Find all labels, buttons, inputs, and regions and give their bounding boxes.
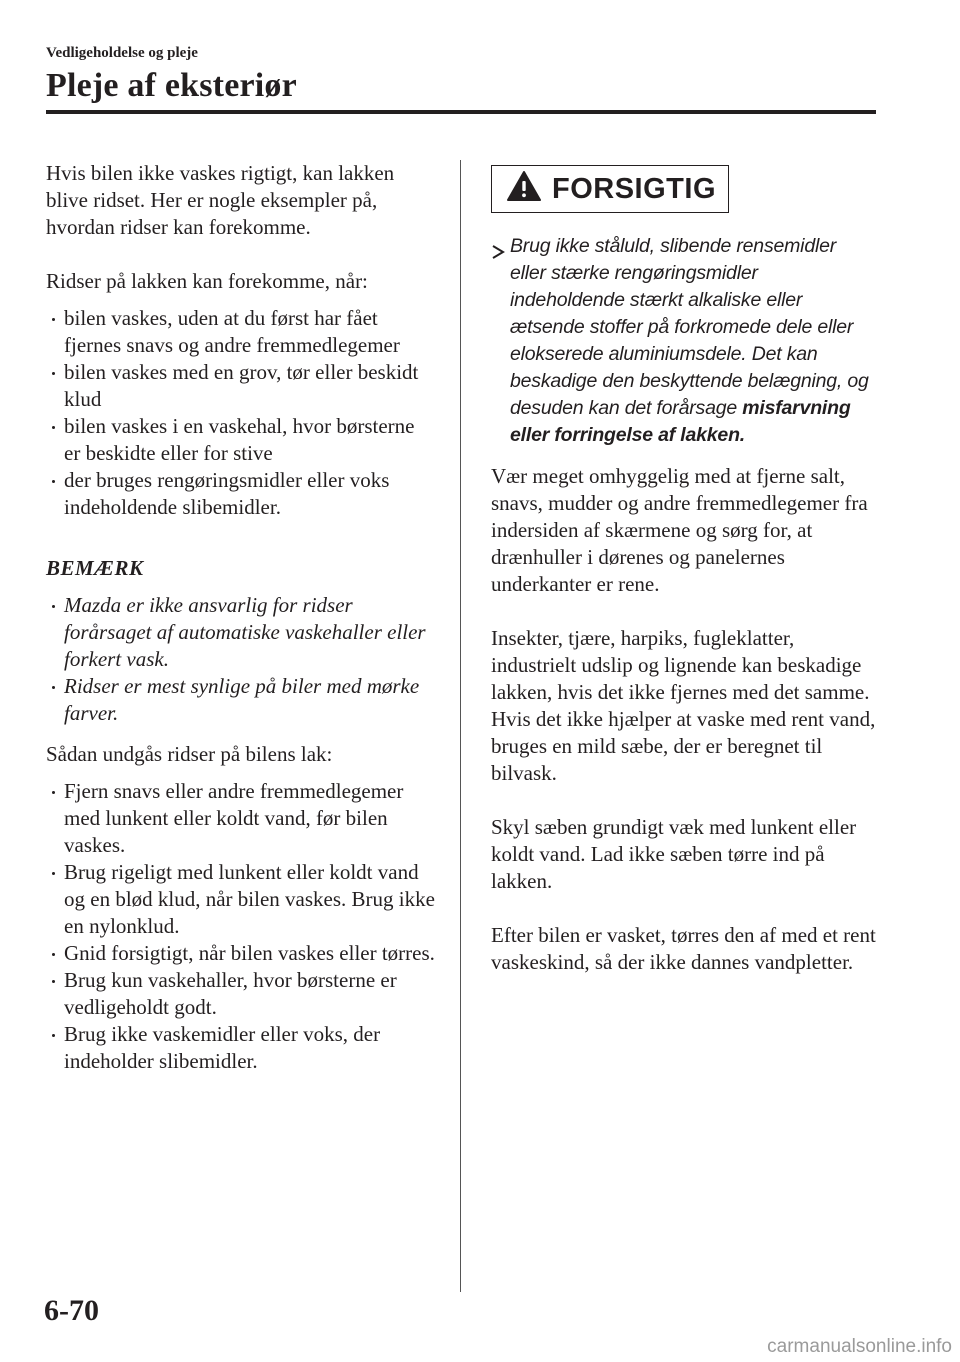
page-number: 6-70 bbox=[44, 1294, 99, 1327]
arrow-bullet-icon bbox=[491, 240, 505, 267]
prevent-tips-list bbox=[46, 778, 436, 1075]
body-paragraph: Insekter, tjære, harpiks, fugleklatter, industrielt udslip og lignende kan beskadige lakken, hvis det ikke fjernes med det samme. Hvis det ikke hjælper at vaske med rent vand, bruges en mild sæbe, der er beregnet til bilvask. bbox=[491, 626, 876, 785]
list-item: Gnid forsigtigt, når bilen vaskes eller tørres. bbox=[46, 940, 436, 967]
list-item: Brug ikke vaskemidler eller voks, der indeholder slibemidler. bbox=[46, 1021, 436, 1075]
list-item: Mazda er ikke ansvarlig for ridser forårsaget af automatiske vaskehaller eller forkert vask. bbox=[46, 592, 436, 673]
list-item: bilen vaskes med en grov, tør eller beskidt klud bbox=[46, 359, 436, 413]
notes-list bbox=[46, 592, 436, 727]
section-label: Vedligeholdelse og pleje bbox=[46, 45, 198, 61]
list-item: Fjern snavs eller andre fremmedlegemer med lunkent eller koldt vand, før bilen vaskes. bbox=[46, 778, 436, 859]
page-title: Pleje af eksteriør bbox=[46, 67, 297, 104]
title-rule bbox=[46, 110, 876, 114]
body-paragraph: Vær meget omhyggelig med at fjerne salt, snavs, mudder og andre fremmedlegemer fra indersiden af skærmene og sørg for, at drænhuller i dørenes og panelernes underkanter er rene. bbox=[491, 464, 868, 596]
left-column bbox=[46, 160, 436, 1075]
right-column bbox=[491, 160, 876, 976]
list-item: bilen vaskes i en vaskehal, hvor børsterne er beskidte eller for stive bbox=[46, 413, 436, 467]
list-item: bilen vaskes, uden at du først har fået fjernes snavs og andre fremmedlegemer bbox=[46, 305, 436, 359]
body-paragraph: Efter bilen er vasket, tørres den af med et rent vaskeskind, så der ikke dannes vandpletter. bbox=[491, 923, 876, 974]
list-item: der bruges rengøringsmidler eller voks indeholdende slibemidler. bbox=[46, 467, 436, 521]
body-paragraph: Skyl sæben grundigt væk med lunkent eller koldt vand. Lad ikke sæben tørre ind på lakken. bbox=[491, 815, 857, 893]
page-header bbox=[46, 44, 876, 106]
list-item: Brug rigeligt med lunkent eller koldt vand og en blød klud, når bilen vaskes. Brug ikke en nylonklud. bbox=[46, 859, 436, 940]
intro-paragraph: Hvis bilen ikke vaskes rigtigt, kan lakken blive ridset. Her er nogle eksempler på, hvordan ridser kan forekomme. bbox=[46, 161, 395, 239]
scratch-lead: Ridser på lakken kan forekomme, når: bbox=[46, 269, 368, 293]
caution-text-emphasis: misfarvning eller forringelse af lakken. bbox=[510, 397, 851, 446]
list-item: Brug kun vaskehaller, hvor børsterne er vedligeholdt godt. bbox=[46, 967, 436, 1021]
prevent-lead: Sådan undgås ridser på bilens lak: bbox=[46, 742, 333, 766]
scratch-causes-list bbox=[46, 305, 436, 521]
warning-triangle-icon bbox=[506, 170, 542, 209]
note-heading: BEMÆRK bbox=[46, 556, 144, 580]
column-divider bbox=[460, 160, 461, 1292]
caution-box bbox=[491, 165, 729, 213]
list-item: Ridser er mest synlige på biler med mørke farver. bbox=[46, 673, 436, 727]
caution-text: Brug ikke ståluld, slibende rensemidler eller stærke rengøringsmidler indeholdende stærkt alkaliske eller ætsende stoffer på forkromede dele eller elokserede aluminiumsdele. Det kan beskadige den beskyttende belægning, og desuden kan det forårsage bbox=[510, 235, 869, 419]
caution-label: FORSIGTIG bbox=[552, 172, 716, 205]
caution-item bbox=[491, 233, 876, 449]
watermark: carmanualsonline.info bbox=[767, 1336, 952, 1357]
